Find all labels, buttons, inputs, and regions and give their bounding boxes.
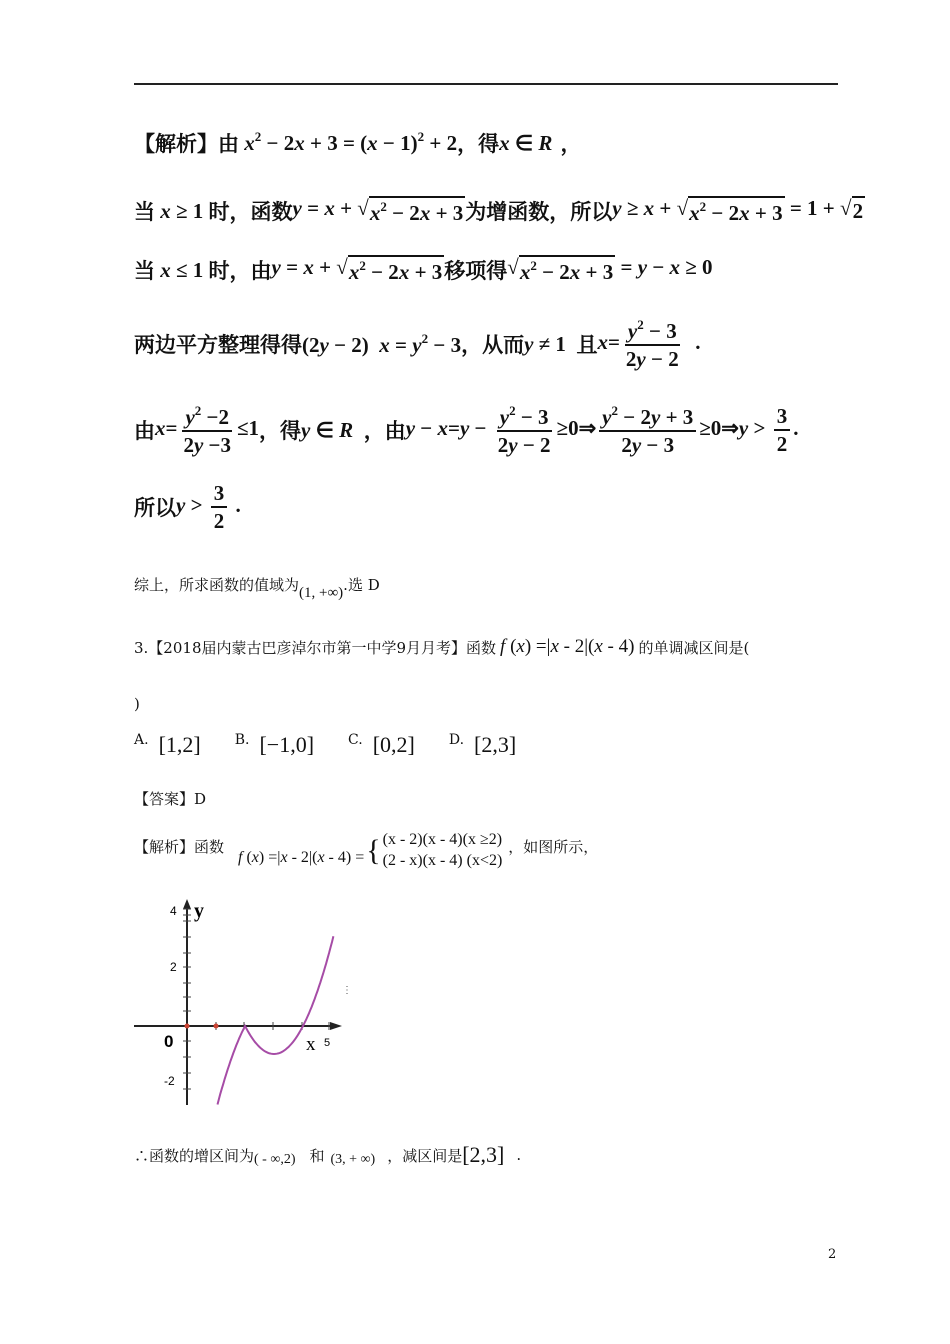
option-d[interactable] bbox=[449, 732, 516, 758]
option-a[interactable] bbox=[134, 732, 201, 758]
increasing-interval-2: (3, + ∞) bbox=[330, 1152, 376, 1167]
question-tail: 的单调减区间是( bbox=[638, 638, 750, 657]
answer-line bbox=[134, 788, 206, 809]
text: 当 bbox=[134, 258, 155, 284]
brace: { bbox=[366, 833, 381, 867]
header-rule bbox=[134, 83, 838, 85]
y-tick-label: 2 bbox=[170, 960, 177, 974]
formula: (2y − 2) $x = y^2 - 3$ bbox=[302, 330, 462, 357]
formula: y − x=y − $\frac{y^2 - 3}{2y - 2}$ ≥0⇒ $\frac{y^2 - 2y + 3}{2y - 3}$ ≥0⇒y > $\frac{3}{2}$ . bbox=[405, 403, 799, 458]
formula: x= $\frac{y^2 - 3}{2y - 2}$ . bbox=[597, 317, 701, 372]
question-3-stem bbox=[134, 636, 749, 658]
option-label: C. bbox=[348, 732, 363, 748]
origin-label: 0 bbox=[164, 1032, 174, 1051]
origin-point bbox=[185, 1024, 190, 1029]
option-b[interactable] bbox=[235, 732, 314, 758]
question-text: 3.【2018届内蒙古巴彦淖尔市第一中学9月月考】函数 bbox=[134, 638, 497, 657]
text: ，得 bbox=[457, 131, 500, 156]
axis-point bbox=[214, 1024, 219, 1029]
solution-line-2 bbox=[134, 196, 865, 226]
function-formula: f (x) =|x - 2|(x - 4) = bbox=[238, 848, 365, 866]
option-value: [1,2] bbox=[158, 732, 201, 757]
text: ，由 bbox=[363, 418, 406, 444]
text: 时，由 bbox=[208, 258, 272, 284]
function-formula: f (x) =|x - 2|(x - 4) bbox=[500, 636, 635, 657]
close-paren: ) bbox=[134, 695, 140, 713]
y-axis-label: y bbox=[194, 900, 204, 922]
piece-row-2: (2 - x)(x - 4) (x<2) bbox=[382, 851, 503, 869]
summary-text: 综上，所求函数的值域为 bbox=[134, 576, 300, 594]
formula: y ∈ R bbox=[301, 417, 354, 442]
stray-mark: ⋮ bbox=[342, 985, 352, 996]
solution-line-5 bbox=[134, 404, 798, 456]
solution-line-4 bbox=[134, 318, 700, 370]
analysis-tag: 【解析】函数 bbox=[134, 838, 225, 856]
formula: x ∈ R bbox=[499, 130, 553, 155]
y-arrow bbox=[183, 899, 191, 909]
piecewise-function bbox=[364, 830, 502, 872]
analysis-tail: ，如图所示， bbox=[508, 838, 599, 856]
analysis-line bbox=[134, 830, 598, 872]
text: 为增函数，所以 bbox=[465, 199, 613, 225]
text: 时，函数 bbox=[208, 199, 293, 225]
and-text: 和 bbox=[309, 1146, 325, 1165]
conclusion-line bbox=[134, 1142, 521, 1168]
option-value: [0,2] bbox=[372, 732, 415, 757]
formula: √ $x^2 - 2x + 3$ = y − x ≥ 0 bbox=[507, 255, 713, 285]
conclusion-text: ∴函数的增区间为 bbox=[134, 1146, 255, 1165]
option-label: A. bbox=[134, 732, 149, 748]
function-curve bbox=[218, 936, 334, 1104]
question-3-close bbox=[134, 695, 140, 713]
x-arrow bbox=[330, 1022, 342, 1030]
piece-row-1: (x - 2)(x - 4)(x ≥2) bbox=[382, 831, 503, 848]
answer-text: 【答案】D bbox=[134, 790, 207, 808]
option-label: D. bbox=[448, 732, 465, 748]
solution-line-6 bbox=[134, 482, 241, 532]
conclusion-text: ，减区间是 bbox=[387, 1146, 463, 1165]
options-row bbox=[134, 732, 550, 758]
formula: y = x + √ $x^2 - 2x + 3$ bbox=[292, 196, 464, 226]
range-interval: (1, +∞) bbox=[299, 585, 344, 601]
formula: x ≥ 1 bbox=[160, 198, 209, 223]
function-graph bbox=[132, 895, 352, 1110]
summary-line bbox=[134, 574, 380, 601]
formula: x= $\frac{y^2 -2}{2y -3}$ ≤1 bbox=[155, 403, 260, 458]
x-axis-label: x bbox=[306, 1034, 316, 1055]
x-tick-label: 5 bbox=[324, 1037, 331, 1049]
y-tick-label: 4 bbox=[170, 904, 177, 918]
analysis-tag: 【解析】 bbox=[134, 131, 218, 156]
text: 移项得 bbox=[444, 258, 508, 284]
text: 当 bbox=[134, 199, 155, 225]
text: ，从而 bbox=[461, 332, 525, 358]
formula: y ≠ 1 bbox=[524, 331, 577, 356]
period: . bbox=[516, 1146, 522, 1164]
page-number: 2 bbox=[828, 1247, 837, 1262]
summary-tail: .选 D bbox=[343, 576, 380, 594]
text: ， bbox=[560, 131, 582, 156]
text: 两边平方整理得得 bbox=[134, 332, 302, 358]
formula: y ≥ x + √ $x^2 - 2x + 3$ = 1 + √ 2 bbox=[612, 196, 864, 226]
text: ，得 bbox=[259, 418, 302, 444]
option-c[interactable] bbox=[348, 732, 415, 758]
decreasing-interval: [2,3] bbox=[462, 1142, 505, 1167]
formula: x ≤ 1 bbox=[160, 257, 209, 282]
increasing-interval-1: ( - ∞,2) bbox=[254, 1152, 296, 1167]
text: 且 bbox=[576, 332, 598, 358]
formula: y > $\frac{3}{2}$ . bbox=[176, 481, 241, 534]
text: 所以 bbox=[134, 495, 176, 521]
formula: y = x + √ $x^2 - 2x + 3$ bbox=[271, 255, 443, 285]
text: 由 bbox=[218, 131, 239, 156]
solution-line-3 bbox=[134, 255, 713, 285]
option-value: [2,3] bbox=[474, 732, 517, 757]
option-label: B. bbox=[234, 732, 250, 748]
text: 由 bbox=[134, 418, 155, 444]
solution-line-1 bbox=[134, 128, 581, 158]
option-value: [−1,0] bbox=[259, 732, 315, 757]
y-tick-label: -2 bbox=[164, 1074, 175, 1088]
formula: $x^2 - 2x + 3 = (x - 1)^2 + 2$ bbox=[244, 129, 458, 156]
